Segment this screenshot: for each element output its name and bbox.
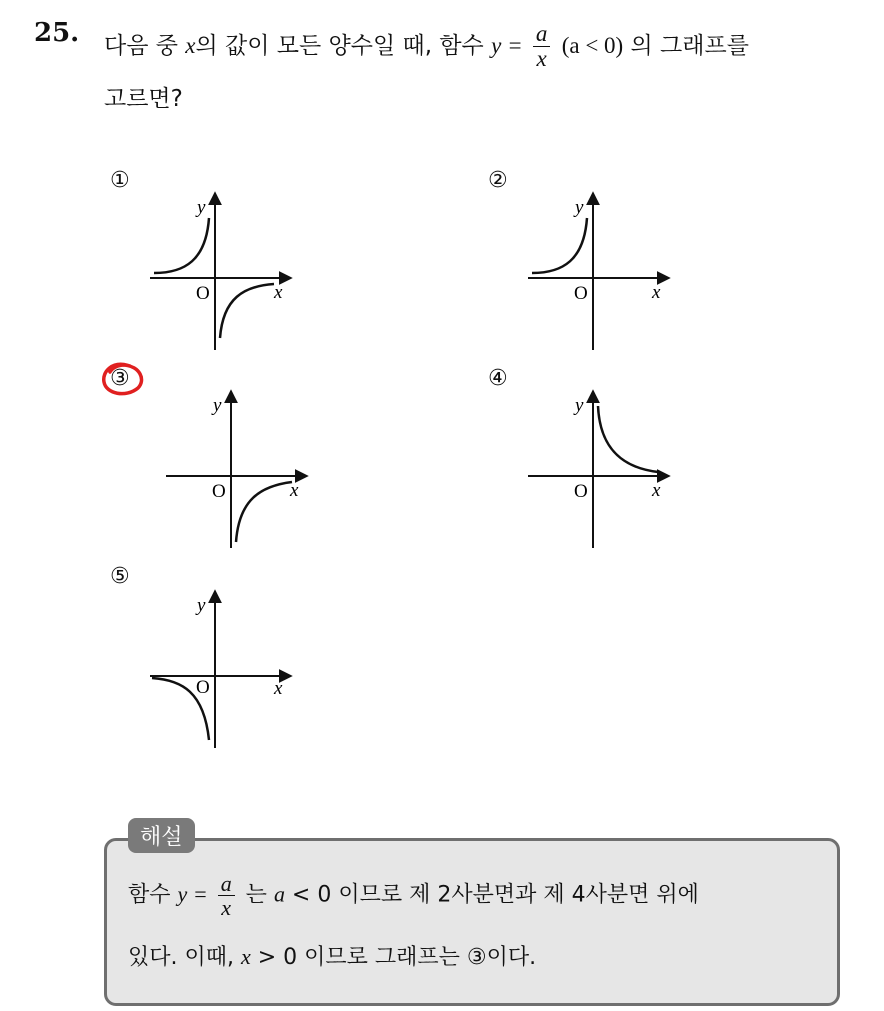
solution-text: < 0 이므로 제 2사분면과 제 4사분면 위에 <box>284 882 699 908</box>
equals-sign: = <box>508 33 522 59</box>
curve-q2 <box>532 218 587 273</box>
solution-text: > 0 이므로 그래프는 ③이다. <box>250 945 537 970</box>
fraction-denominator: x <box>536 46 547 72</box>
y-label: y <box>213 395 222 416</box>
choice-2-label[interactable]: ② <box>488 168 508 193</box>
graph-choice-5 <box>140 588 310 758</box>
origin-label: O <box>212 481 226 502</box>
var-a: a <box>273 881 285 907</box>
question-text: 의 값이 모든 양수일 때, 함수 <box>195 33 492 60</box>
fraction-a-over-x <box>218 872 235 919</box>
fraction-a-over-x <box>533 22 551 71</box>
graph-choice-4 <box>518 388 688 558</box>
graph-choice-3 <box>156 388 326 558</box>
y-label: y <box>197 595 206 616</box>
question-text: 다음 중 <box>104 33 186 60</box>
solution-box <box>104 838 840 1006</box>
origin-label: O <box>574 481 588 502</box>
answer-circle-icon <box>100 360 146 400</box>
solution-text: 함수 <box>128 882 178 908</box>
solution-text: 있다. 이때, <box>128 945 241 970</box>
solution-text: 는 <box>238 882 274 908</box>
x-label: x <box>290 480 299 501</box>
y-label: y <box>575 197 584 218</box>
var-x: x <box>240 944 251 969</box>
origin-label: O <box>196 283 210 304</box>
var-y: y <box>491 33 502 59</box>
x-label: x <box>652 480 661 501</box>
question-line-2: 고르면? <box>104 86 183 112</box>
x-label: x <box>652 282 661 303</box>
graph-choice-2 <box>518 190 688 360</box>
curve-q4 <box>236 482 292 542</box>
curve-q1 <box>598 406 658 472</box>
y-label: y <box>197 197 206 218</box>
origin-label: O <box>196 677 210 698</box>
choice-4-label[interactable]: ④ <box>488 366 508 391</box>
fraction-denominator: x <box>221 895 232 921</box>
solution-line-1 <box>128 872 699 919</box>
curve-q2 <box>154 218 209 273</box>
solution-tag: 해설 <box>128 818 195 853</box>
x-label: x <box>274 282 283 303</box>
var-y: y <box>177 881 188 907</box>
question-number: 25. <box>34 18 80 48</box>
choice-1-label[interactable]: ① <box>110 168 130 193</box>
fraction-numerator: a <box>533 22 551 47</box>
y-label: y <box>575 395 584 416</box>
x-label: x <box>274 678 283 699</box>
question-text: 의 그래프를 <box>623 33 749 60</box>
var-x: x <box>185 33 196 59</box>
equals-sign: = <box>194 881 207 907</box>
question-line-1 <box>104 22 749 71</box>
graph-choice-1 <box>140 190 310 360</box>
condition: (a < 0) <box>561 33 624 59</box>
choice-3-label[interactable]: ③ <box>110 366 130 391</box>
origin-label: O <box>574 283 588 304</box>
curve-q4 <box>220 284 274 338</box>
fraction-numerator: a <box>218 872 235 896</box>
choice-5-label[interactable]: ⑤ <box>110 564 130 589</box>
solution-line-2 <box>128 940 536 971</box>
